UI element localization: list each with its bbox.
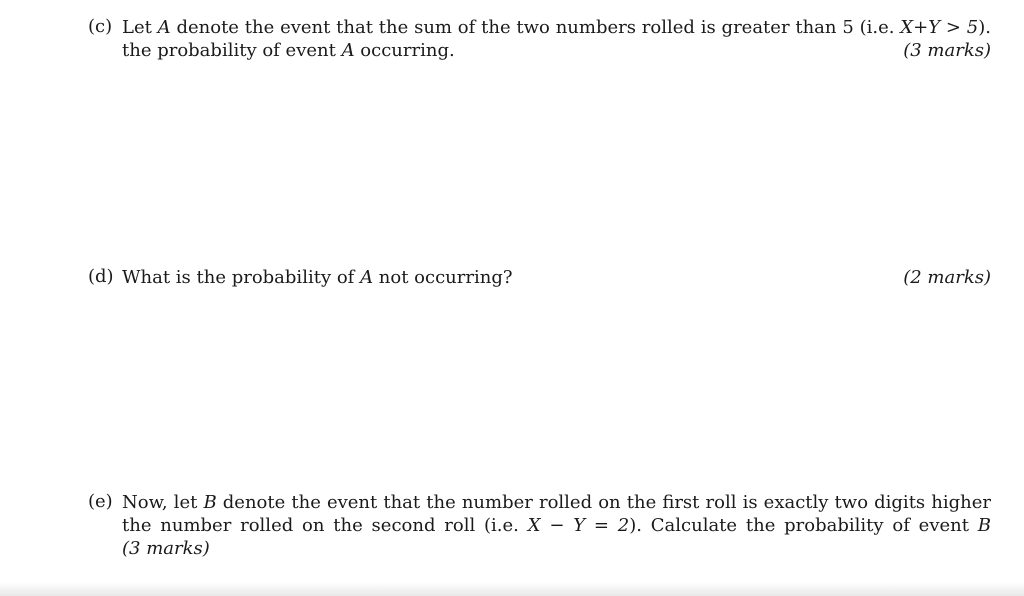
question-e-marks: (3 marks) xyxy=(122,538,210,559)
question-e-text-1b: denote the event that the number rolled on the first roll is exactly two digits higher xyxy=(222,492,991,513)
question-d xyxy=(88,266,991,289)
question-e-var-b-2: B xyxy=(977,515,991,536)
question-c-label: (c) xyxy=(88,16,113,37)
question-e-math: X − Y = 2 xyxy=(527,515,630,536)
question-c-var-a: A xyxy=(157,17,171,38)
question-c-text-1b: denote the event that the sum of the two numbers rolled is greater than 5 (i.e. xyxy=(170,17,901,38)
question-c-text-2b: occurring. xyxy=(354,40,455,61)
question-d-line-1 xyxy=(122,266,991,289)
question-c-math: X+Y > 5 xyxy=(900,17,979,38)
question-c-text-1c: ). xyxy=(978,17,991,38)
question-e-var-b: B xyxy=(203,492,217,513)
question-e-body xyxy=(122,491,991,560)
question-d-var-a: A xyxy=(360,267,374,288)
question-d-text-a: What is the probability of xyxy=(122,267,361,288)
question-d-body xyxy=(122,266,991,289)
question-d-label: (d) xyxy=(88,266,114,287)
question-c-line-1 xyxy=(122,16,991,39)
question-d-text xyxy=(122,266,513,289)
page-bottom-shadow xyxy=(0,582,1024,596)
question-d-marks: (2 marks) xyxy=(903,267,991,288)
question-e-text-2b: ). Calculate the probability of event xyxy=(629,515,978,536)
question-e-line-1 xyxy=(122,491,991,514)
question-c-marks: (3 marks) xyxy=(903,40,991,61)
question-c xyxy=(88,16,991,62)
question-e-text-1a: Now, let xyxy=(122,492,204,513)
question-d-text-b: not occurring? xyxy=(373,267,513,288)
question-c-body xyxy=(122,16,991,62)
question-c-var-a-2: A xyxy=(341,40,355,61)
question-e-label: (e) xyxy=(88,491,113,512)
question-c-text-2a: the probability of event xyxy=(122,40,342,61)
question-c-text-1a: Let xyxy=(122,17,158,38)
question-e-text-2a: the number rolled on the second roll (i.e. xyxy=(122,515,528,536)
question-e-line-2 xyxy=(122,514,991,537)
question-e xyxy=(88,491,991,560)
question-c-line-2 xyxy=(122,39,991,62)
question-c-line-2-text xyxy=(122,39,455,62)
